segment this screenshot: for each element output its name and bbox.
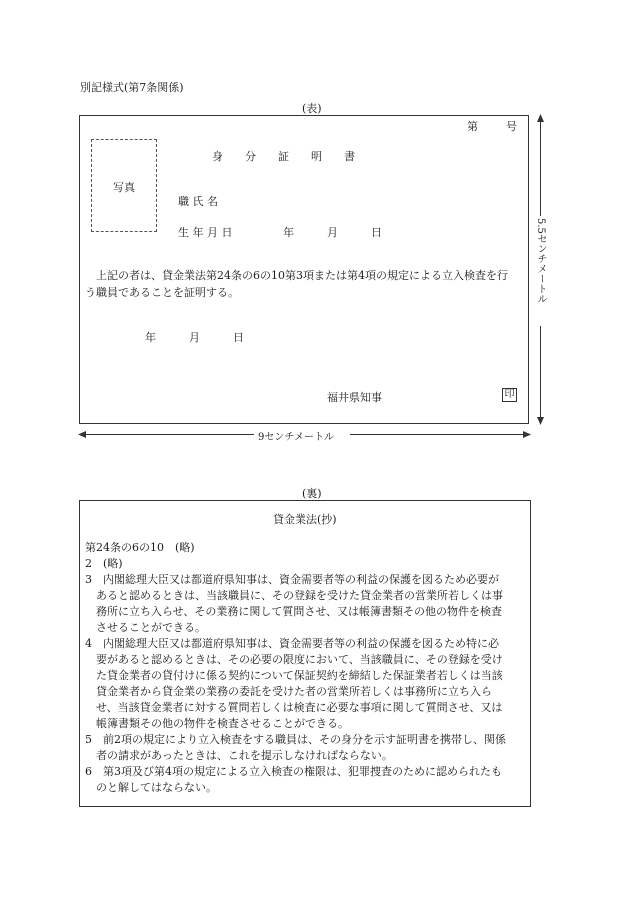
arrowhead-down-icon — [536, 416, 545, 426]
law-line: た貸金業者の貸付けに係る契約について保証契約を締結した保証業者若しくは当該 — [85, 669, 503, 682]
arrowhead-left-icon — [78, 430, 88, 439]
card-number-label: 第 — [467, 120, 478, 133]
law-line: 第24条の6の10 (略) — [85, 541, 195, 554]
job-name-label: 職 氏 名 — [178, 195, 218, 208]
card-number-suffix: 号 — [506, 120, 517, 133]
law-line: 2 (略) — [85, 557, 123, 570]
law-line: 6 第3項及び第4項の規定による立入検査の権限は、犯罪捜査のために認められたも — [85, 765, 502, 778]
statement-line-1: 上記の者は、貸金業法第24条の6の10第3項または第4項の規定による立入検査を行 — [85, 269, 508, 282]
statement-line-2: う職員であることを証明する。 — [85, 286, 239, 299]
law-line: 貸金業者から貸金業の業務の委託を受けた者の営業所若しくは事務所に立ち入ら — [85, 685, 492, 698]
law-line: のと解してはならない。 — [85, 781, 217, 794]
law-line: させることができる。 — [85, 621, 206, 634]
law-line: 5 前2項の規定により立入検査をする職員は、その身分を示す証明書を携帯し、関係 — [85, 733, 506, 746]
height-dimension-label: 5.5センチメートル — [535, 218, 546, 304]
arrowhead-up-icon — [536, 114, 545, 124]
law-line: せ、当該貸金業者に対する質問若しくは検査に必要な事項に関して質問させ、又は — [85, 701, 503, 714]
law-line: あると認めるときは、当該職員に、その登録を受けた貸金業者の営業所若しくは事 — [85, 589, 503, 602]
seal-box: 印 — [502, 388, 517, 402]
back-label: (裏) — [302, 487, 322, 500]
form-header: 別記様式(第7条関係) — [80, 81, 184, 94]
height-arrow-top — [540, 118, 541, 216]
front-label: (表) — [302, 102, 322, 115]
law-line: 者の請求があったときは、これを提示しなければならない。 — [85, 749, 393, 762]
law-line: 3 内閣総理大臣又は都道府県知事は、資金需要者等の利益の保護を図るため必要が — [85, 573, 499, 586]
arrowhead-right-icon — [522, 430, 532, 439]
law-line: 務所に立ち入らせ、その業務に関して質問させ、又は帳簿書類その他の物件を検査 — [85, 605, 503, 618]
issue-date-fields: 年 月 日 — [145, 331, 244, 344]
law-line: 要があると認めるときは、その必要の限度において、当該職員に、その登録を受け — [85, 653, 503, 666]
back-title: 貸金業法(抄) — [273, 513, 337, 526]
law-line: 4 内閣総理大臣又は都道府県知事は、資金需要者等の利益の保護を図るため特に必 — [85, 637, 499, 650]
width-arrow-right — [350, 434, 526, 435]
width-dimension-label: 9センチメートル — [258, 432, 334, 443]
dob-label: 生 年 月 日 — [178, 226, 233, 239]
law-line: 帳簿書類その他の物件を検査させることができる。 — [85, 717, 349, 730]
dob-fields: 年 月 日 — [283, 226, 382, 239]
photo-label: 写真 — [113, 181, 135, 194]
card-title: 身 分 証 明 書 — [212, 150, 355, 163]
height-arrow-bottom — [540, 326, 541, 420]
width-arrow-left — [82, 434, 254, 435]
issuer-name: 福井県知事 — [327, 391, 382, 404]
